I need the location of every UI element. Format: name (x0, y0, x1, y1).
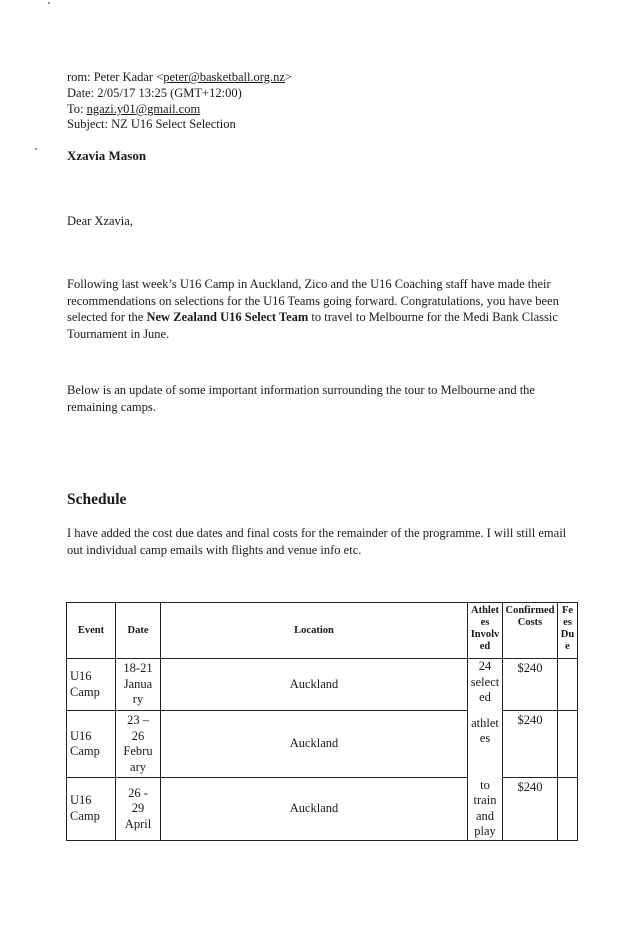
to-email-link[interactable]: ngazi.y01@gmail.com (86, 102, 201, 116)
cell-cost: $240 (503, 711, 558, 778)
team-name: New Zealand U16 Select Team (146, 310, 309, 324)
scan-speck (48, 2, 50, 4)
cell-location: Auckland (161, 659, 468, 711)
cell-date: 23 – 26 Febru ary (116, 711, 161, 778)
email-from-line: rom: Peter Kadar <peter@basketball.org.nz> (67, 70, 292, 84)
body-paragraph-2: Below is an update of some important information surrounding the tour to Melbourne and the remaining camps. (67, 383, 535, 414)
cell-fees-due (558, 659, 578, 711)
email-subject-line: Subject: NZ U16 Select Selection (67, 117, 236, 131)
cell-event: U16 Camp (67, 659, 116, 711)
header-location: Location (161, 603, 468, 659)
table-header-row (67, 603, 578, 659)
header-athletes: Athlet es Involv ed (468, 603, 503, 659)
cell-date: 18-21 Janua ry (116, 659, 161, 711)
email-to-line: To: ngazi.y01@gmail.com (67, 102, 201, 116)
body-paragraph-1: Following last week’s U16 Camp in Auckland, Zico and the U16 Coaching staff have made their recommendations on selections for the U16 Teams going forward. Congratulations, you have been selected for the New Zealand U16 Select Team to travel to Melbourne for the Medi Bank Classic Tournament in June. (67, 277, 559, 341)
cell-location: Auckland (161, 711, 468, 778)
cell-event: U16 Camp (67, 711, 116, 778)
table-row (67, 659, 578, 711)
cell-athletes: to train and play (468, 778, 503, 841)
recipient-name: Xzavia Mason (67, 148, 147, 163)
from-email-link[interactable]: peter@basketball.org.nz (163, 70, 285, 84)
schedule-intro: I have added the cost due dates and final costs for the remainder of the programme. I will still email out individual camp emails with flights and venue info etc. (67, 526, 567, 557)
header-event: Event (67, 603, 116, 659)
cell-cost: $240 (503, 778, 558, 841)
cell-fees-due (558, 711, 578, 778)
cell-athletes: 24 select ed (468, 659, 503, 711)
header-fees-due: Fe es Du e (558, 603, 578, 659)
greeting: Dear Xzavia, (67, 214, 133, 228)
cell-cost: $240 (503, 659, 558, 711)
cell-date: 26 - 29 April (116, 778, 161, 841)
table-row (67, 711, 578, 778)
email-date-line: Date: 2/05/17 13:25 (GMT+12:00) (67, 86, 242, 100)
table-row (67, 778, 578, 841)
cell-event: U16 Camp (67, 778, 116, 841)
cell-location: Auckland (161, 778, 468, 841)
header-confirmed-costs: Confirmed Costs (503, 603, 558, 659)
schedule-heading: Schedule (67, 491, 127, 508)
cell-athletes: athlet es (468, 711, 503, 778)
scan-speck (35, 148, 37, 150)
header-date: Date (116, 603, 161, 659)
schedule-table (66, 602, 578, 841)
cell-fees-due (558, 778, 578, 841)
